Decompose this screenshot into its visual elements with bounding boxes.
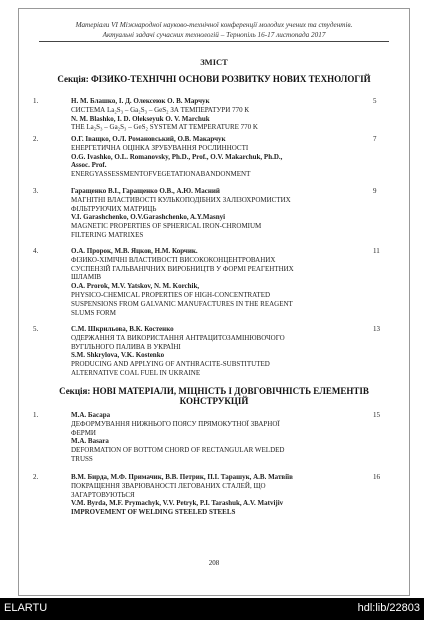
entry-number: 2.	[33, 473, 39, 481]
entry-title-cont: ЗАГАРТОВУЮТЬСЯ	[71, 490, 135, 499]
entry-title-en: PRODUCING AND APPLYING OF ANTHRACITE-SUBSTITUTED	[71, 360, 270, 369]
entry-authors-en: V.I. Garashchenko, O.V.Garashchenko, A.Y.Masnyi	[71, 213, 226, 222]
entry-number: 1.	[33, 411, 39, 419]
section-heading-1: Секція: ФІЗИКО-ТЕХНІЧНІ ОСНОВИ РОЗВИТКУ НОВИХ ТЕХНОЛОГІЙ	[57, 74, 371, 84]
entry-title-en-cont2: SLUMS FORM	[71, 308, 116, 317]
entry-authors: С.М. Шкрильова, В.К. Костенко	[71, 325, 174, 333]
footer-bar	[0, 598, 424, 620]
entry-authors-en: O.A. Prorok, M.V. Yatskov, N. M. Korchik,	[71, 282, 200, 291]
entry-title-en-cont: TRUSS	[71, 454, 93, 463]
entry-title: ДЕФОРМУВАННЯ НИЖНЬОГО ПОЯСУ ПРЯМОКУТНОЇ ЗВАРНОЇ	[71, 419, 280, 428]
entry-page: 13	[373, 325, 380, 333]
entry-authors-en: M.A. Basara	[71, 437, 109, 446]
entry-title-cont: ФІЛЬТРУЮЧИХ МАТРИЦЬ	[71, 204, 157, 213]
entry-authors: В.М. Бирда, М.Ф. Примачик, В.В. Петрик, П.І. Тарашук, А.В. Матвіїв	[71, 473, 293, 481]
entry-title: МАГНІТНІ ВЛАСТИВОСТІ КУЛЬКОПОДІБНИХ ЗАЛІЗОХРОМИСТИХ	[71, 195, 291, 204]
entry-title-en-cont: SUSPENSIONS FROM GALVANIC MANUFACTURES IN THE REAGENT	[71, 299, 293, 308]
entry-number: 4.	[33, 247, 39, 255]
running-header-line2: Актуальні задачі сучасних технологій – Тернопіль 16-17 листопада 2017	[102, 31, 326, 39]
entry-title-cont: СУСПЕНЗІЙ ГАЛЬВАНІЧНИХ ВИРОБНИЦТВ У ФОРМІ РЕАГЕНТНИХ	[71, 264, 294, 273]
entry-title-en-cont: ALTERNATIVE COAL FUEL IN UKRAINE	[71, 368, 201, 377]
entry-title-en: PHYSICO-CHEMICAL PROPERTIES OF HIGH-CONCENTRATED	[71, 290, 271, 299]
entry-title-en: THE La₂S₃ – Ga₂S₃ – GeS₂ SYSTEM AT TEMPERATURE 770 K	[71, 123, 258, 132]
entry-number: 1.	[33, 97, 39, 105]
entry-title: ОДЕРЖАННЯ ТА ВИКОРИСТАННЯ АНТРАЦИТОЗАМІНЮВОЧОГО	[71, 333, 285, 342]
entry-authors: Н. М. Блашко, І. Д. Олексеюк О. В. Марчук	[71, 97, 210, 105]
entry-page: 9	[373, 187, 377, 195]
entry-number: 2.	[33, 135, 39, 143]
toc-title: ЗМІСТ	[200, 57, 228, 67]
entry-page: 5	[373, 97, 377, 105]
entry-authors-en: S.M. Shkrylova, V.K. Kostenko	[71, 351, 165, 360]
handle-id: hdl:lib/22803	[357, 602, 420, 614]
page-number: 208	[208, 559, 220, 567]
repository-name: ELARTU	[4, 602, 48, 614]
entry-title-en: DEFORMATION OF BOTTOM CHORD OF RECTANGULAR WELDED	[71, 446, 285, 455]
entry-authors-en-cont: Assoc. Prof.	[71, 161, 107, 170]
entry-number: 5.	[33, 325, 39, 333]
entry-title-cont2: ШЛАМІВ	[71, 273, 102, 282]
entry-title-cont: ВУГІЛЬНОГО ПАЛИВА В УКРАЇНІ	[71, 342, 181, 351]
entry-authors-en: O.G. Ivashko, O.L. Romanovsky, Ph.D., Prof., O.V. Makarchuk, Ph.D.,	[71, 152, 283, 161]
header-rule	[39, 41, 389, 42]
entry-page: 7	[373, 135, 377, 143]
entry-title-en: IMPROVEMENT OF WELDING STEELED STEELS	[71, 508, 236, 517]
entry-title: СИСТЕМА La₂S₃ – Ga₂S₃ – GeS₂ ЗА ТЕМПЕРАТУРИ 770 К	[71, 105, 250, 114]
entry-title-en: MAGNETIC PROPERTIES OF SPHERICAL IRON-CHROMIUM	[71, 222, 262, 231]
running-header-line1: Матеріали VI Міжнародної науково-технічної конференції молодих учених та студентів.	[75, 21, 353, 29]
entry-title: ПОКРАЩЕННЯ ЗВАРЮВАНОСТІ ЛЕГОВАНИХ СТАЛЕЙ, ЩО	[71, 481, 266, 490]
section-heading-2: Секція: НОВІ МАТЕРІАЛИ, МІЦНІСТЬ І ДОВГОВІЧНІСТЬ ЕЛЕМЕНТІВ КОНСТРУКЦІЙ	[59, 386, 369, 406]
entry-authors: М.А. Басара	[71, 411, 111, 419]
entry-page: 15	[373, 411, 380, 419]
entry-authors: Гаращенко В.І., Гаращенко О.В., А.Ю. Масний	[71, 187, 220, 195]
entry-authors-en: V.M. Byrda, M.F. Prymachyk, V.V. Petryk, P.I. Tarashuk, A.V. Matvijiv	[71, 499, 284, 508]
entry-authors-en: N. M. Blashko, I. D. Olekseyuk O. V. Marchuk	[71, 114, 210, 123]
entry-title-cont: ФЕРМИ	[71, 428, 96, 437]
entry-authors: О.Г. Іващко, О.Л. Романовський, О.В. Макарчук	[71, 135, 226, 143]
entry-number: 3.	[33, 187, 39, 195]
entry-title-en-cont: FILTERING MATRIXES	[71, 230, 144, 239]
document-sheet	[18, 8, 410, 596]
entry-title: ЕНЕРГЕТИЧНА ОЦІНКА ЗРУБУВАННЯ РОСЛИННОСТІ	[71, 143, 249, 152]
entry-page: 11	[373, 247, 380, 255]
entry-title-en: ENERGYASSESSMENTOFVEGETATIONABANDONMENT	[71, 170, 251, 179]
entry-title: ФІЗИКО-ХІМІЧНІ ВЛАСТИВОСТІ ВИСОКОКОНЦЕНТРОВАНИХ	[71, 255, 276, 264]
entry-page: 16	[373, 473, 380, 481]
entry-authors: О.А. Пророк, М.В. Яцков, Н.М. Корчик.	[71, 247, 198, 255]
